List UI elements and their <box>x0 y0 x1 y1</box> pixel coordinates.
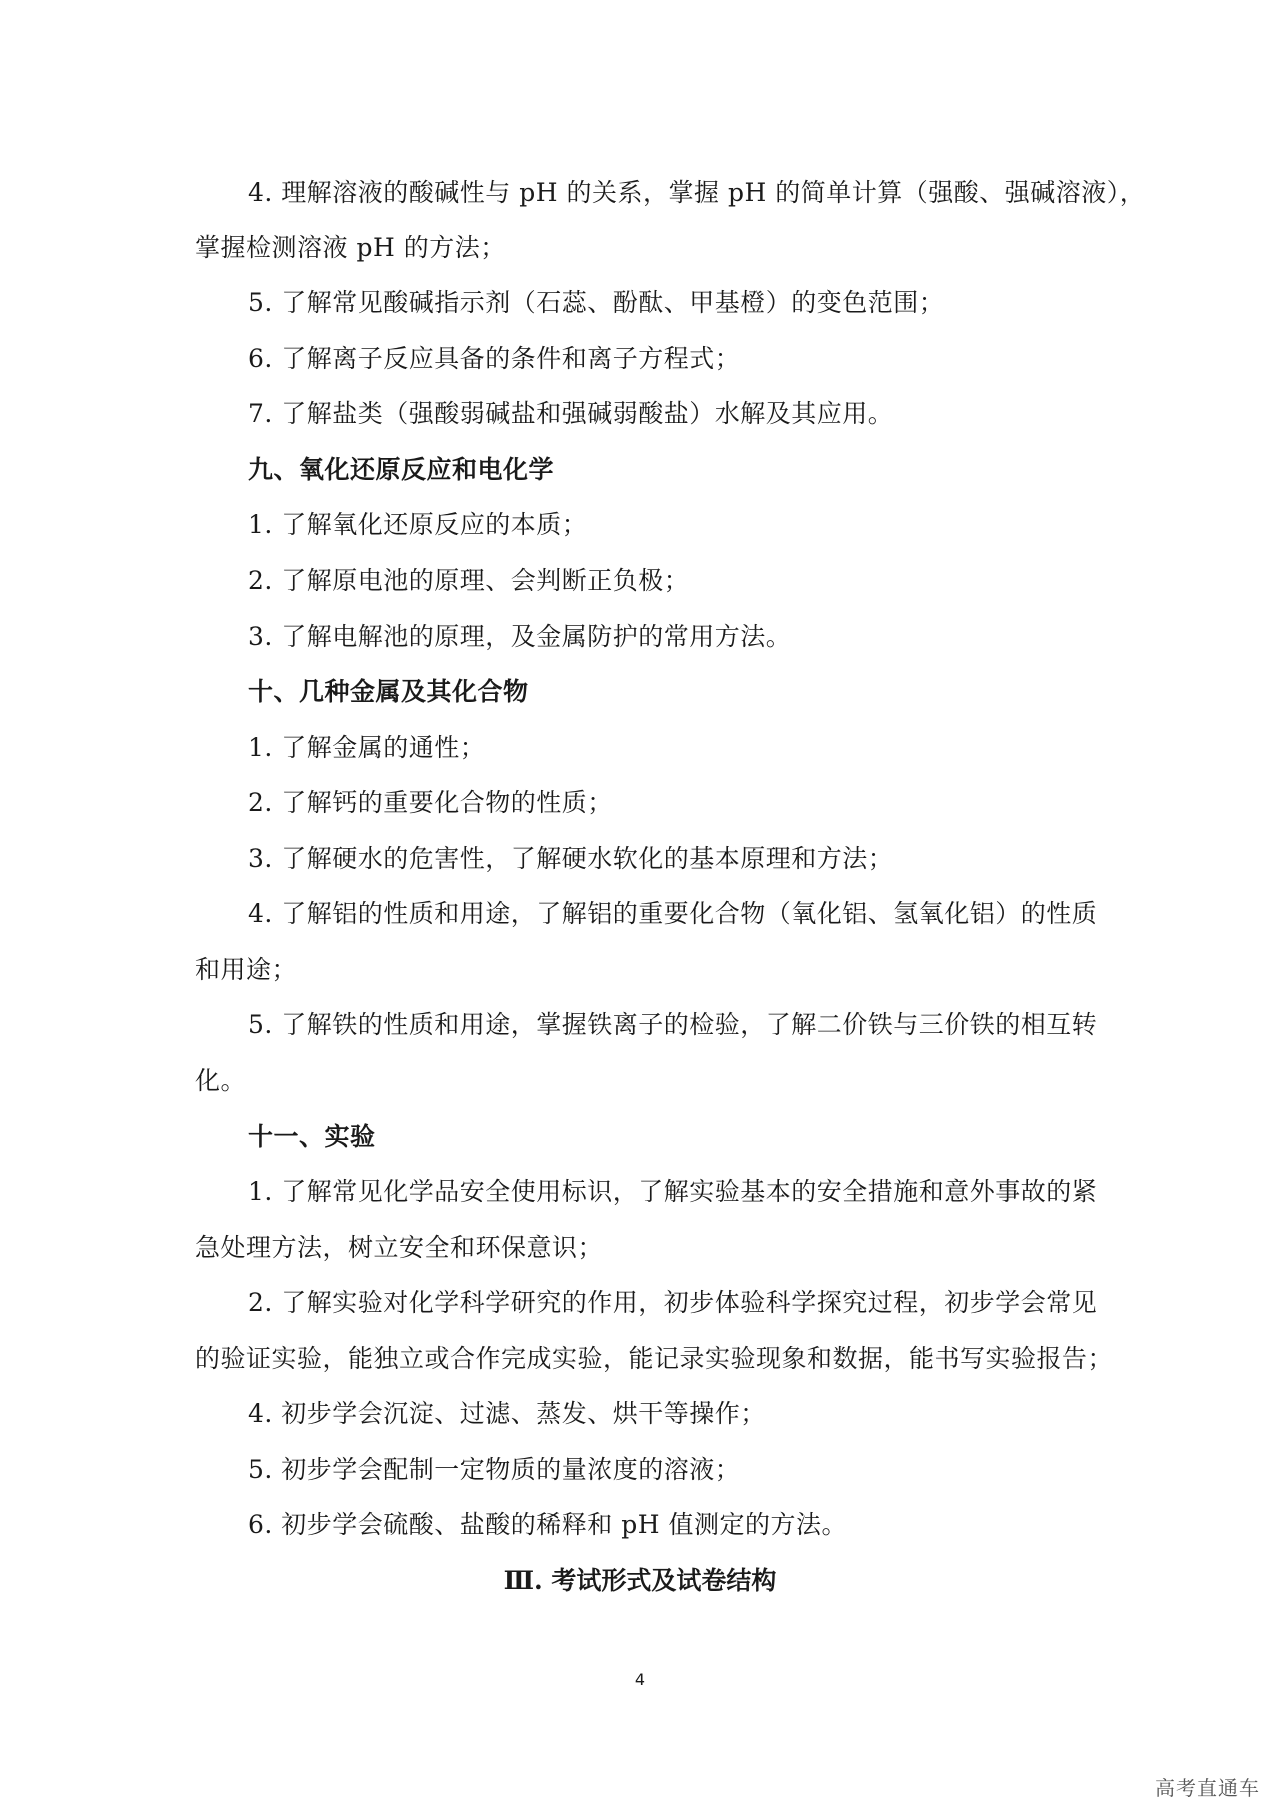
section-heading: 十、几种金属及其化合物 <box>248 677 529 706</box>
text-line: 4. 初步学会沉淀、过滤、蒸发、烘干等操作； <box>248 1399 766 1428</box>
section-heading: 九、氧化还原反应和电化学 <box>248 455 555 484</box>
text-line: 1. 了解氧化还原反应的本质； <box>248 510 588 539</box>
text-line: 化。 <box>195 1066 247 1095</box>
page-number: 4 <box>634 1670 646 1689</box>
part-heading: Ⅲ. 考试形式及试卷结构 <box>503 1566 777 1595</box>
text-line: 4. 了解铝的性质和用途，了解铝的重要化合物（氧化铝、氢氧化铝）的性质 <box>248 899 1098 928</box>
text-line: 3. 了解电解池的原理，及金属防护的常用方法。 <box>248 622 792 651</box>
text-line: 1. 了解常见化学品安全使用标识，了解实验基本的安全措施和意外事故的紧 <box>248 1177 1098 1206</box>
text-line: 急处理方法，树立安全和环保意识； <box>195 1233 604 1262</box>
section-heading: 十一、实验 <box>248 1122 376 1151</box>
text-line: 2. 了解原电池的原理、会判断正负极； <box>248 566 690 595</box>
text-line: 5. 了解常见酸碱指示剂（石蕊、酚酞、甲基橙）的变色范围； <box>248 288 945 317</box>
text-line: 掌握检测溶液 pH 的方法； <box>195 233 506 262</box>
text-line: 6. 初步学会硫酸、盐酸的稀释和 pH 值测定的方法。 <box>248 1510 847 1539</box>
text-line: 1. 了解金属的通性； <box>248 733 486 762</box>
text-line: 5. 了解铁的性质和用途，掌握铁离子的检验，了解二价铁与三价铁的相互转 <box>248 1010 1098 1039</box>
text-line: 5. 初步学会配制一定物质的量浓度的溶液； <box>248 1455 741 1484</box>
text-line: 7. 了解盐类（强酸弱碱盐和强碱弱酸盐）水解及其应用。 <box>248 399 894 428</box>
watermark-text: 高考直通车 <box>1155 1776 1260 1800</box>
text-line: 和用途； <box>195 955 298 984</box>
text-line: 的验证实验，能独立或合作完成实验，能记录实验现象和数据，能书写实验报告； <box>195 1344 1114 1373</box>
text-line: 2. 了解实验对化学科学研究的作用，初步体验科学探究过程，初步学会常见 <box>248 1288 1098 1317</box>
text-line: 3. 了解硬水的危害性，了解硬水软化的基本原理和方法； <box>248 844 894 873</box>
text-line: 6. 了解离子反应具备的条件和离子方程式； <box>248 344 741 373</box>
text-line: 2. 了解钙的重要化合物的性质； <box>248 788 613 817</box>
text-line: 4. 理解溶液的酸碱性与 pH 的关系，掌握 pH 的简单计算（强酸、强碱溶液）， <box>248 178 1146 207</box>
